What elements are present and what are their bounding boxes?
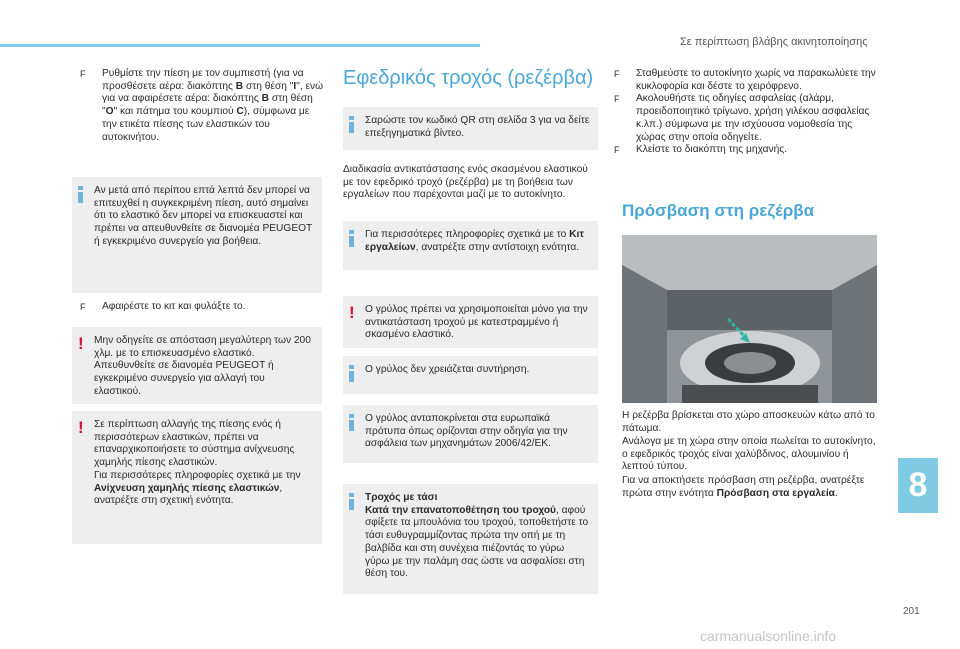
warning-icon: !	[349, 303, 355, 322]
warning-icon: !	[78, 418, 84, 437]
list-item: F Σταθμεύστε το αυτοκίνητο χωρίς να παρακωλύετε την κυκλοφορία και δέστε το χειρόφρενο.	[614, 68, 876, 92]
paragraph-procedure: Διαδικασία αντικατάστασης ενός σκασμένου ελαστικού με τον εφεδρικό τροχό (ρεζέρβα) με τη βοήθεια των εργαλείων που παρέχονται μαζί με το αυτοκίνητο.	[343, 164, 588, 201]
chapter-tab: 8	[898, 458, 938, 513]
paragraph-location: Η ρεζέρβα βρίσκεται στο χώρο αποσκευών κάτω από το πάτωμα.	[622, 410, 875, 434]
bullet-marker: F	[614, 145, 620, 156]
trunk-illustration	[622, 235, 877, 403]
warning-box-distance: ! Μην οδηγείτε σε απόσταση μεγαλύτερη των 200 χλμ. με το επισκευασμένο ελαστικό. Απευθυνθείτε σε διανομέα PEUGEOT ή εγκεκριμένο συνεργείο για αλλαγή του ελαστικού.	[72, 327, 322, 404]
info-box-tool-kit: Για περισσότερες πληροφορίες σχετικά με το Κιτ εργαλείων, ανατρέξτε στην αντίστοιχη ενότητα.	[343, 221, 598, 270]
info-box-maintenance: Ο γρύλος δεν χρειάζεται συντήρηση.	[343, 356, 598, 394]
info-icon	[349, 365, 354, 382]
watermark: carmanualsonline.info	[700, 628, 837, 644]
header-rule	[0, 44, 480, 47]
paragraph-access: Για να αποκτήσετε πρόσβαση στη ρεζέρβα, ανατρέξτε πρώτα στην ενότητα Πρόσβαση στα εργαλεία.	[622, 475, 865, 499]
bullet-marker: F	[80, 69, 86, 79]
warning-icon: !	[78, 334, 84, 353]
bullet-marker: F	[614, 69, 620, 79]
list-item: F Αφαιρέστε το κιτ και φυλάξτε το.	[80, 301, 246, 312]
trunk-spare-wheel-image	[622, 235, 877, 403]
info-icon	[349, 493, 354, 510]
column-3	[614, 68, 876, 167]
info-icon	[349, 230, 354, 247]
warning-box-pressure-reset: ! Σε περίπτωση αλλαγής της πίεσης ενός ή περισσότερων ελαστικών, πρέπει να επαναρχικοποιήσετε το σύστημα ανίχνευσης χαμηλής πίεσης ελαστικών. Για περισσότερες πληροφορίες σχετικά με την Ανίχνευση χαμηλής πίεσης ελαστικών, ανατρέξτε στη σχετική ενότητα.	[72, 411, 322, 544]
page-number: 201	[903, 606, 920, 617]
list-item: F Ρυθμίστε την πίεση με τον συμπιεστή (για να προσθέσετε αέρα: διακόπτης B στη θέση "I", ενώ για να αφαιρέσετε αέρα: διακόπτης B στη θέση "O" και πάτημα του κουμπιού C), σύμφωνα με την ετικέτα πίεσης των ελαστικών του αυτοκινήτου.	[80, 68, 324, 143]
bullet-marker: F	[80, 302, 86, 312]
info-icon	[78, 186, 83, 203]
info-box-standards: Ο γρύλος ανταποκρίνεται στα ευρωπαϊκά πρότυπα όπως ορίζονται στην οδηγία για την ασφάλεια των μηχανημάτων 2006/42/ΕΚ.	[343, 405, 598, 463]
info-icon	[349, 414, 354, 431]
column-1	[80, 68, 325, 154]
paragraph-types: Ανάλογα με τη χώρα στην οποία πωλείται το αυτοκίνητο, ο εφεδρικός τροχός είναι χαλύβδινος, αλουμινίου ή λεπτού τύπου.	[622, 436, 876, 473]
info-box-pressure: Αν μετά από περίπου επτά λεπτά δεν μπορεί να επιτευχθεί η συγκεκριμένη πίεση, αυτό σημαίνει ότι το ελαστικό δεν μπορεί να επισκευαστεί και πρέπει να απευθυνθείτε σε διανομέα PEUGEOT ή εγκεκριμένο συνεργείο για βοήθεια.	[72, 177, 322, 293]
section-title-spare-wheel: Εφεδρικός τροχός (ρεζέρβα)	[343, 67, 594, 89]
info-box-hubcap: Τροχός με τάσι Κατά την επανατοποθέτηση του τροχού, αφού σφίξετε τα μπουλόνια του τροχού, τοποθετήστε το τάσι ευθυγραμμίζοντας πρώτα την οπή με τη βαλβίδα και στη συνέχεια πιέζοντάς το γύρω γύρω με την παλάμη σας ώστε να ασφαλίσει στη θέση του.	[343, 484, 598, 594]
list-item: F Κλείστε το διακόπτη της μηχανής.	[614, 144, 788, 156]
info-icon	[349, 116, 354, 133]
chapter-header-title: Σε περίπτωση βλάβης ακινητοποίησης	[680, 36, 868, 48]
info-box-qr: Σαρώστε τον κωδικό QR στη σελίδα 3 για να δείτε επεξηγηματικά βίντεο.	[343, 107, 598, 150]
list-item: F Ακολουθήστε τις οδηγίες ασφαλείας (αλάρμ, προειδοποιητικό τρίγωνο, χρήση γιλέκου ασφαλείας κ.λπ.) σύμφωνα με την ισχύουσα νομοθεσία της χώρας στην οποία οδηγείτε.	[614, 93, 870, 143]
bullet-marker: F	[614, 94, 620, 105]
warning-box-jack: ! Ο γρύλος πρέπει να χρησιμοποιείται μόνο για την αντικατάσταση τροχού με κατεστραμμένο ή σκασμένο ελαστικό.	[343, 296, 598, 348]
section-title-access-spare: Πρόσβαση στη ρεζέρβα	[622, 201, 815, 220]
column-1-lower	[80, 301, 325, 324]
